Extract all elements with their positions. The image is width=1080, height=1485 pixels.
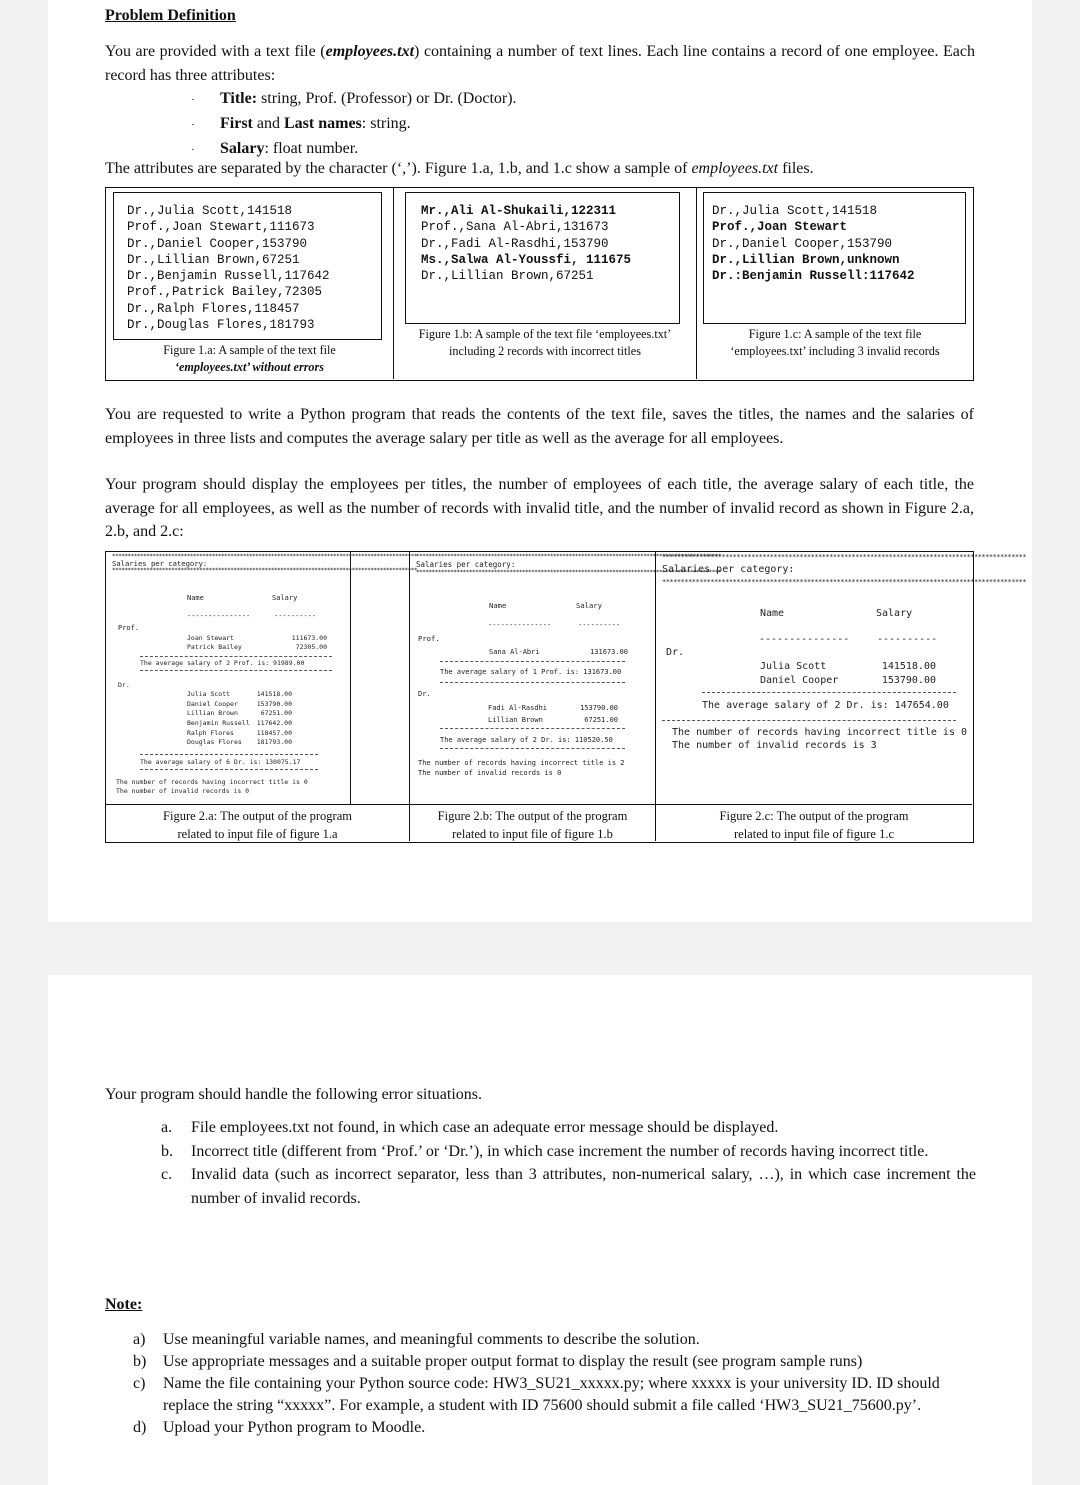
- table-row-name: Ralph Flores: [187, 728, 234, 737]
- figure2a-dash-line: [140, 656, 332, 657]
- figure1c-codebox: [703, 192, 966, 324]
- figure2b-prof-avg: The average salary of 1 Prof. is: 131673.00: [440, 668, 622, 676]
- figure2a-caption-line2: related to input file of figure 1.a: [177, 826, 338, 841]
- figure2-inner-divider-a: [350, 552, 351, 804]
- attr-title-label: Title:: [220, 90, 258, 107]
- table-row-name: Daniel Cooper: [187, 699, 238, 708]
- table-row-salary: 153790.00: [580, 704, 618, 712]
- figure1c-line: Dr.:Benjamin Russell:117642: [712, 269, 915, 284]
- figure1c-caption-line2: ‘employees.txt’ including 3 invalid records: [730, 344, 940, 358]
- figure2b-dashes-salary: ----------: [578, 621, 621, 629]
- list-marker: c.: [161, 1166, 173, 1183]
- list-item: [133, 1417, 953, 1439]
- figure2b-caption-line1: Figure 2.b: The output of the program: [437, 809, 628, 823]
- figure2b-col-salary: Salary: [576, 601, 602, 610]
- attr-salary-label: Salary: [220, 140, 265, 157]
- table-row-name: Lillian Brown: [187, 709, 238, 718]
- table-row-salary: 111673.00: [291, 634, 327, 642]
- table-row-salary: 67251.00: [260, 709, 292, 718]
- figure2b-dr-label: Dr.: [418, 690, 431, 698]
- request-paragraph-1: You are requested to write a Python program that reads the contents of the text file, saves the titles, the names and the salaries of employees in three lists and computes the average salary per title as well as the average for all employees.: [105, 406, 974, 447]
- table-row-salary: 181793.00: [256, 738, 292, 747]
- figure2c-stars-top: **************************************************************************************************: [662, 553, 1027, 561]
- figure1a-line: Dr.,Douglas Flores,181793: [127, 318, 315, 333]
- separator-filename: employees.txt: [691, 160, 779, 177]
- problem-definition-heading: Problem Definition: [105, 7, 236, 24]
- list-text: Upload your Python program to Moodle.: [163, 1419, 426, 1436]
- list-text: Incorrect title (different from ‘Prof.’ or ‘Dr.’), in which case increment the number of records having incorrect title.: [191, 1142, 929, 1160]
- figure2a-dash-line: [140, 769, 318, 770]
- figure2a-prof-avg: The average salary of 2 Prof. is: 91989.00: [140, 659, 305, 667]
- list-marker: b): [133, 1353, 147, 1370]
- table-row-salary: 141518.00: [256, 690, 292, 698]
- figure2b-stars-bottom: **************************************************************************************************: [416, 569, 722, 576]
- figure2a-caption-line1: Figure 2.a: The output of the program: [163, 809, 352, 823]
- figure2a-caption: [106, 808, 409, 843]
- figure2c-incorrect: The number of records having incorrect title is 0: [672, 727, 968, 738]
- figure2-divider-1: [409, 552, 410, 841]
- attr-and-text: and: [252, 115, 284, 132]
- list-marker: a.: [161, 1119, 173, 1136]
- figure1b-line: Dr.,Lillian Brown,67251: [421, 269, 594, 284]
- figure1c-caption: [697, 326, 973, 360]
- figure1a-line: Dr.,Benjamin Russell,117642: [127, 269, 330, 284]
- note-list: [133, 1329, 953, 1439]
- list-text: Name the file containing your Python source code: HW3_SU21_xxxxx.py; where xxxxx is your university ID. ID should replace the string “xxxxx”. For example, a student with ID 75600 should submit a file called ‘HW3_SU21_75600.py’.: [163, 1375, 940, 1414]
- figure1a-caption: [106, 342, 393, 376]
- figure2a-prof-label: Prof.: [118, 624, 140, 632]
- attribute-item-salary: · Salary: float number.: [191, 140, 359, 157]
- figure1b-line: Ms.,Salwa Al-Youssfi, 111675: [421, 252, 632, 267]
- figure1c-line: Prof.,Joan Stewart: [712, 220, 848, 235]
- attr-title-text: string, Prof. (Professor) or Dr. (Doctor).: [257, 90, 517, 107]
- error-list: [161, 1116, 976, 1210]
- figure2b-caption-line2: related to input file of figure 1.b: [452, 826, 613, 841]
- list-marker: a): [133, 1331, 146, 1348]
- figure2b-dashes-name: ---------------: [488, 621, 552, 629]
- figure1-table: [105, 187, 974, 381]
- figure2c-col-salary: Salary: [876, 608, 913, 619]
- table-row-salary: 131673.00: [590, 648, 628, 656]
- error-intro: Your program should handle the following error situations.: [105, 1086, 482, 1103]
- figure2b-dr-rows: [488, 702, 618, 726]
- attribute-list: [191, 87, 517, 162]
- table-row-name: Julia Scott: [187, 690, 231, 698]
- figure1a-line: Dr.,Ralph Flores,118457: [127, 301, 300, 316]
- figure2c-caption-line2: related to input file of figure 1.c: [733, 826, 894, 841]
- intro-filename: employees.txt: [325, 43, 415, 60]
- table-row-salary: 153790.00: [881, 674, 936, 686]
- request-paragraph-2: Your program should display the employees per titles, the number of employees of each title, the average salary of each title, the average for all employees, as well as the number of records with invalid title, and the number of invalid record as shown in Figure 2.a, 2.b, and 2.c:: [105, 476, 974, 540]
- separator-paragraph: [105, 157, 985, 181]
- figure2a-col-salary: Salary: [272, 594, 298, 602]
- table-row-salary: 72305.00: [295, 643, 327, 651]
- figure2b-stars-top: **************************************************************************************************: [416, 553, 722, 560]
- figure1b-line: Prof.,Sana Al-Abri,131673: [421, 220, 609, 235]
- list-marker: b.: [161, 1142, 173, 1160]
- note-heading: Note:: [105, 1296, 143, 1313]
- figure2a-output: [112, 553, 418, 800]
- figure2b-dash-line: [440, 748, 625, 749]
- list-text: Use appropriate messages and a suitable proper output format to display the result (see program sample runs): [163, 1353, 863, 1370]
- figure1c-line: Dr.,Daniel Cooper,153790: [712, 236, 893, 251]
- figure2a-dashes-name: ---------------: [187, 612, 251, 620]
- figure2b-dash-line: [440, 728, 625, 729]
- figure2c-dr-rows: [760, 660, 936, 687]
- figure1c-line: Dr.,Lillian Brown,unknown: [712, 252, 900, 267]
- table-row-salary: 67251.00: [584, 716, 618, 724]
- figure2a-incorrect: The number of records having incorrect title is 0: [116, 778, 308, 786]
- intro-text-1: You are provided with a text file (: [105, 43, 326, 60]
- attr-last-label: Last names: [283, 115, 362, 132]
- figure2c-stars-bottom: **************************************************************************************************: [662, 578, 1027, 586]
- table-row-name: Julia Scott: [760, 661, 827, 672]
- figure2a-stars-bottom: **************************************************************************************************: [112, 567, 418, 574]
- figure2a-stars-top: **************************************************************************************************: [112, 553, 418, 560]
- figure2a-prof-rows: [187, 634, 327, 652]
- list-text: Invalid data (such as incorrect separator, less than 3 attributes, non-numerical salary, …), in which case increment the number of invalid records.: [191, 1166, 976, 1207]
- separator-text-1: The attributes are separated by the character (‘,’). Figure 1.a, 1.b, and 1.c show a sample of: [105, 160, 692, 177]
- figure2b-output: [416, 553, 722, 800]
- figure1a-line: Dr.,Lillian Brown,67251: [127, 252, 300, 267]
- figure1b-line: Mr.,Ali Al-Shukaili,122311: [421, 204, 617, 218]
- figure2a-header: Salaries per category:: [112, 559, 208, 568]
- attribute-item-title: · Title: string, Prof. (Professor) or Dr. (Doctor).: [191, 90, 517, 107]
- figure1b-line: Dr.,Fadi Al-Rasdhi,153790: [421, 236, 609, 251]
- figure1a-line: Dr.,Daniel Cooper,153790: [127, 236, 308, 251]
- figure2c-caption: [656, 808, 972, 843]
- figure2b-prof-rows: [489, 647, 628, 657]
- figure2a-summary: [116, 778, 308, 796]
- figure2c-summary: [672, 726, 967, 752]
- figure1a-codebox: [113, 192, 382, 340]
- figure2b-caption: [410, 808, 655, 843]
- attr-first-label: First: [220, 115, 253, 132]
- list-item: [161, 1163, 976, 1210]
- figure2c-dr-avg: The average salary of 2 Dr. is: 147654.00: [702, 700, 949, 711]
- figure1c-caption-line1: Figure 1.c: A sample of the text file: [748, 327, 922, 341]
- table-row-name: Lillian Brown: [488, 716, 543, 724]
- figure2c-dash-line: [662, 720, 956, 721]
- figure2c-header: Salaries per category:: [662, 564, 795, 575]
- document-page-1: [48, 0, 1032, 922]
- table-row-salary: 117642.00: [256, 719, 292, 728]
- attr-names-text: : string.: [361, 115, 411, 132]
- intro-text-2: ) containing a number of text lines. Each line contains a record of one employee. Each record has three attributes:: [105, 43, 976, 84]
- table-row-salary: 153790.00: [256, 699, 292, 708]
- list-marker: c): [133, 1375, 146, 1392]
- attribute-item-names: · First and Last names: string.: [191, 115, 411, 132]
- figure2a-dr-rows: [187, 690, 292, 748]
- figure2c-dashes-name: ---------------: [759, 634, 850, 645]
- list-item: [133, 1373, 953, 1417]
- figure1a-caption-line2: ‘employees.txt’ without errors: [174, 360, 325, 374]
- figure1a-line: Prof.,Joan Stewart,111673: [127, 220, 315, 235]
- figure2a-dr-avg: The average salary of 6 Dr. is: 130075.17: [140, 758, 301, 766]
- table-row-name: Benjamin Russell: [187, 719, 250, 728]
- table-row-name: Daniel Cooper: [760, 674, 839, 686]
- figure2c-dash-line: [702, 692, 956, 693]
- list-item: [133, 1329, 953, 1351]
- figure2b-incorrect: The number of records having incorrect title is 2: [418, 759, 625, 767]
- figure2a-dr-label: Dr.: [118, 681, 130, 689]
- table-row-name: Sana Al-Abri: [489, 648, 540, 656]
- figure2b-dash-line: [440, 661, 625, 662]
- list-text: Use meaningful variable names, and meaningful comments to describe the solution.: [163, 1331, 700, 1348]
- figure2a-invalid: The number of invalid records is 0: [116, 787, 250, 795]
- figure2a-dash-line: [140, 670, 332, 671]
- document-page-2: [48, 975, 1032, 1485]
- figure2b-header: Salaries per category:: [416, 560, 516, 569]
- figure2a-col-name: Name: [187, 594, 204, 602]
- figure2a-dashes-salary: ----------: [274, 612, 317, 620]
- attr-salary-text: : float number.: [264, 140, 359, 157]
- figure1b-caption-line1: Figure 1.b: A sample of the text file ‘employees.txt’: [418, 327, 672, 341]
- list-marker: d): [133, 1419, 147, 1436]
- figure2c-col-name: Name: [760, 608, 785, 619]
- figure2b-summary: [418, 758, 625, 778]
- figure2c-invalid: The number of invalid records is 3: [672, 740, 877, 751]
- figure1b-caption-line2: including 2 records with incorrect titles: [449, 344, 641, 358]
- table-row-salary: 141518.00: [881, 661, 936, 672]
- figure1a-line: Prof.,Patrick Bailey,72305: [127, 285, 323, 300]
- figure1c-line: Dr.,Julia Scott,141518: [712, 204, 878, 218]
- figure2a-dash-line: [140, 754, 318, 755]
- figure2-divider-2: [655, 552, 656, 841]
- table-row-name: Douglas Flores: [187, 738, 242, 747]
- figure2-table: [105, 551, 1027, 843]
- list-text: File employees.txt not found, in which case an adequate error message should be displayed.: [191, 1119, 779, 1136]
- figure2-caption-separator: [106, 804, 972, 805]
- table-row-name: Joan Stewart: [187, 634, 234, 642]
- separator-text-2: files.: [778, 160, 814, 177]
- figure1a-line: Dr.,Julia Scott,141518: [127, 204, 293, 218]
- figure2b-col-name: Name: [489, 601, 507, 610]
- intro-paragraph: [105, 40, 975, 87]
- table-row-salary: 118457.00: [256, 728, 292, 737]
- figure2c-dr-label: Dr.: [666, 647, 685, 658]
- figure1b-caption: [394, 326, 696, 360]
- figure2b-invalid: The number of invalid records is 0: [418, 769, 562, 777]
- figure1b-codebox: [405, 192, 680, 324]
- table-row-name: Patrick Bailey: [187, 643, 242, 651]
- table-row-name: Fadi Al-Rasdhi: [488, 704, 548, 712]
- figure2b-prof-label: Prof.: [418, 634, 440, 643]
- figure2c-dashes-salary: ----------: [877, 634, 938, 645]
- list-item: [133, 1351, 953, 1373]
- figure2b-dash-line: [440, 682, 625, 683]
- list-item: [161, 1140, 976, 1164]
- list-item: [161, 1116, 976, 1140]
- figure1a-caption-line1: Figure 1.a: A sample of the text file: [163, 343, 336, 357]
- figure2c-output: [662, 553, 1027, 800]
- figure2b-dr-avg: The average salary of 2 Dr. is: 110520.50: [440, 736, 613, 744]
- figure2c-caption-line1: Figure 2.c: The output of the program: [719, 809, 909, 823]
